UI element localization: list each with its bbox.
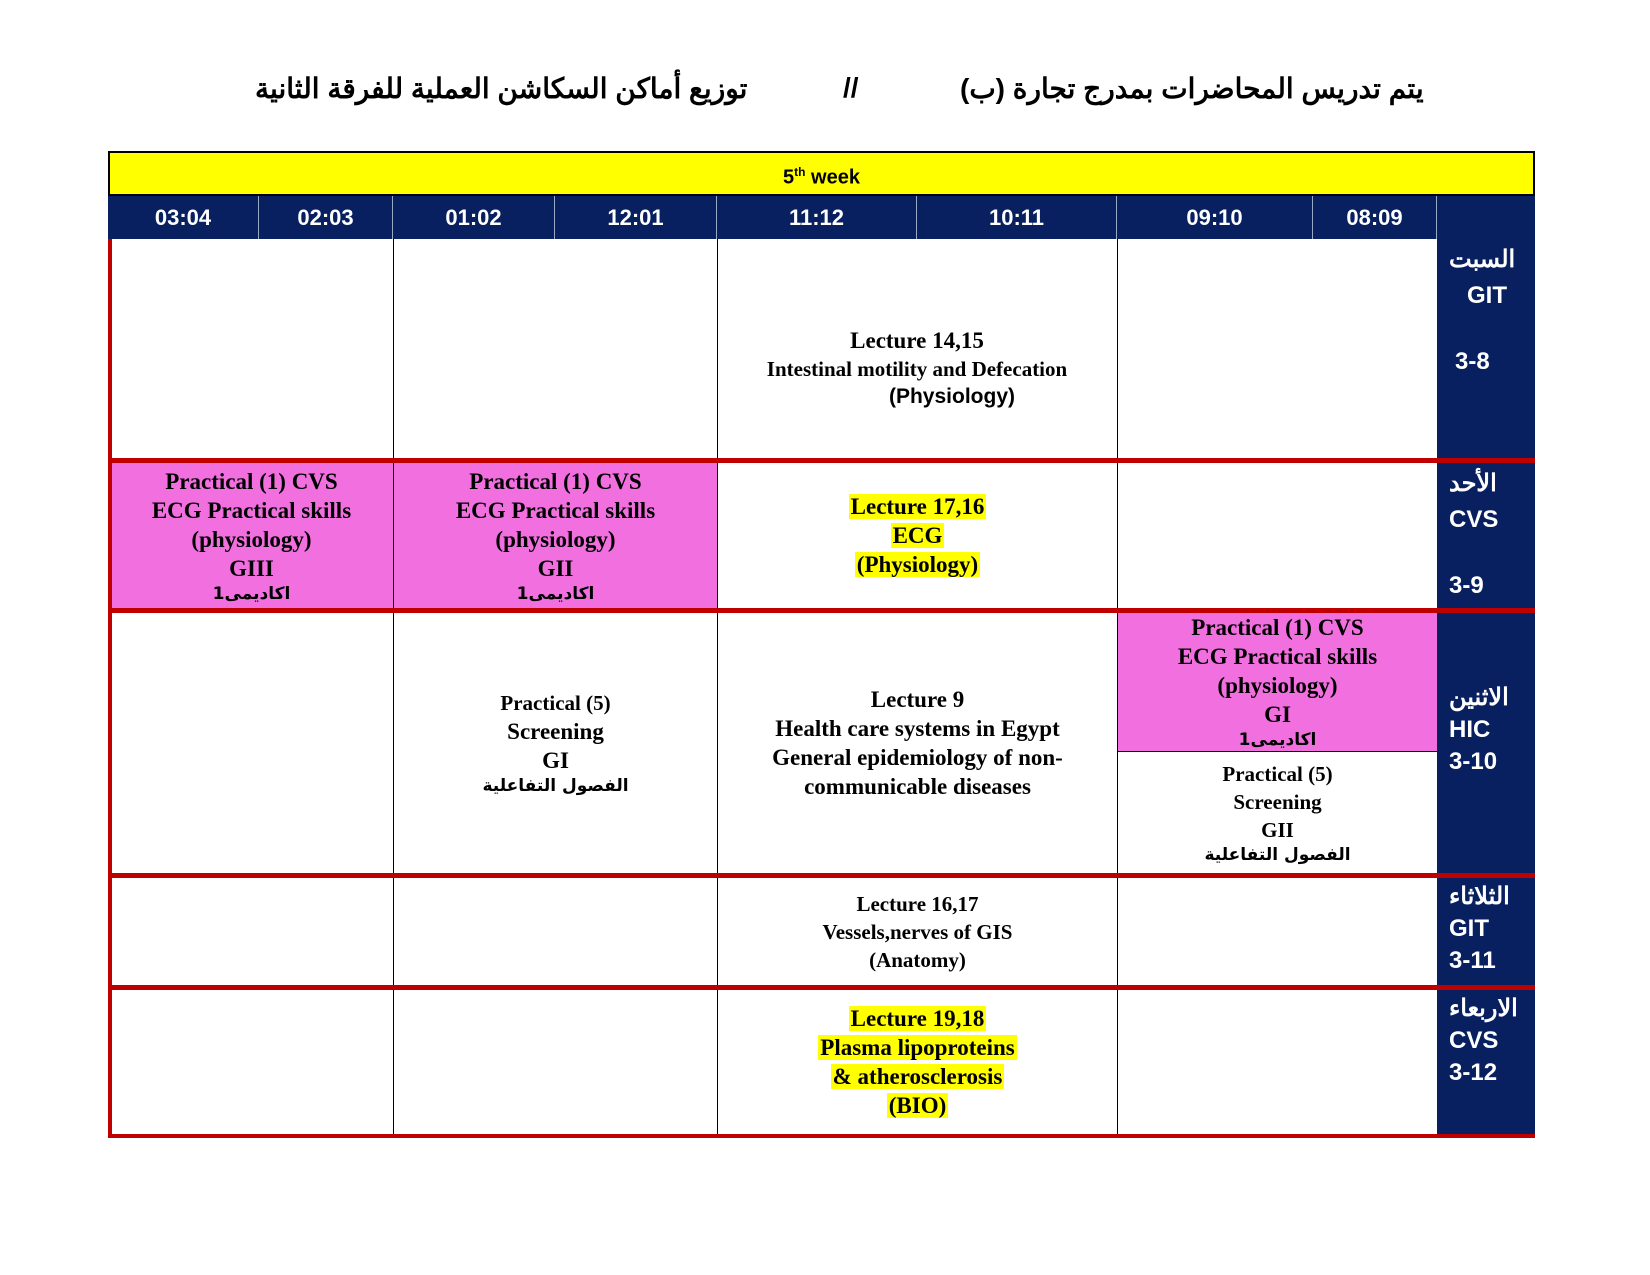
time-slot: 11:12 [717, 196, 917, 239]
heading-separator: // [843, 72, 859, 103]
lecture-topic: ECG [892, 523, 943, 548]
mon-screening-gii [1118, 752, 1437, 873]
practical-place: الفصول التفاعلية [482, 776, 629, 796]
lecture-topic: Vessels,nerves of GIS [822, 919, 1013, 944]
lecture-line: Health care systems in Egypt [775, 716, 1060, 741]
lecture-dept: (BIO) [888, 1093, 947, 1118]
week-suffix: th [794, 165, 806, 179]
practical-line: Screening [1233, 789, 1322, 814]
practical-line: Screening [507, 719, 604, 744]
practical-place: الفصول التفاعلية [1204, 844, 1351, 865]
time-slot: 08:09 [1313, 196, 1437, 239]
time-header-row [108, 196, 1535, 239]
table-left-border [108, 239, 112, 1137]
day-monday [1437, 613, 1535, 873]
row-separator [108, 458, 1535, 463]
day-module: GIT [1467, 282, 1507, 309]
practical-line: (physiology) [495, 526, 616, 552]
practical-group: GIII [229, 555, 274, 581]
day-wednesday [1437, 990, 1535, 1134]
time-slot: 03:04 [108, 196, 259, 239]
day-name: الاربعاء [1449, 995, 1518, 1022]
row-separator [108, 873, 1535, 878]
practical-line: Practical (5) [1222, 761, 1333, 786]
lecture-title: Lecture 19,18 [850, 1006, 985, 1031]
day-module: GIT [1449, 915, 1489, 942]
week-number: 5 [783, 166, 795, 189]
day-date: 3-8 [1455, 348, 1490, 375]
practical-group: GI [1264, 702, 1291, 727]
mon-lecture [718, 613, 1117, 873]
day-date: 3-10 [1449, 748, 1498, 775]
lecture-topic: Intestinal motility and Defecation [766, 357, 1068, 381]
time-slot: 02:03 [259, 196, 393, 239]
practical-group: GII [537, 555, 574, 581]
time-slot: 01:02 [393, 196, 555, 239]
practical-line: Practical (1) CVS [165, 468, 338, 494]
week-header [108, 151, 1535, 196]
row-separator [108, 985, 1535, 990]
lecture-title: Lecture 9 [870, 687, 965, 712]
day-name: الأحد [1449, 470, 1497, 497]
time-slot: 12:01 [555, 196, 717, 239]
practical-line: ECG Practical skills [1177, 644, 1378, 669]
day-sunday [1437, 463, 1535, 608]
sun-practical-gii [394, 463, 717, 608]
schedule-table [108, 151, 1535, 1137]
practical-place: اكاديمى1 [1238, 730, 1317, 750]
day-name: السبت [1449, 246, 1516, 273]
practical-line: (physiology) [1217, 673, 1338, 698]
lecture-line: Plasma lipoproteins [820, 1035, 1015, 1060]
time-slot: 10:11 [917, 196, 1117, 239]
lecture-dept: (Physiology) [888, 385, 1015, 408]
practical-line: ECG Practical skills [151, 497, 352, 523]
practical-group: GII [1261, 817, 1294, 842]
day-module: CVS [1449, 1027, 1499, 1054]
lecture-dept: (Physiology) [856, 552, 979, 577]
sun-lecture [718, 463, 1117, 608]
lecture-line: communicable diseases [804, 774, 1031, 799]
practical-group: GI [542, 748, 569, 773]
practical-place: اكاديمى1 [516, 583, 595, 604]
practical-line: Practical (5) [500, 691, 611, 715]
practical-line: Practical (1) CVS [1191, 615, 1364, 640]
day-name: الثلاثاء [1449, 883, 1510, 910]
lecture-title: Lecture 16,17 [856, 891, 979, 916]
practical-line: ECG Practical skills [455, 497, 656, 523]
day-tuesday [1437, 878, 1535, 985]
practical-line: Practical (1) CVS [469, 468, 642, 494]
sat-lecture [717, 239, 1117, 458]
day-module: CVS [1449, 506, 1499, 533]
day-date: 3-11 [1449, 947, 1496, 974]
row-separator [108, 608, 1535, 613]
day-module: HIC [1449, 716, 1491, 743]
lecture-title: Lecture 14,15 [850, 328, 984, 353]
mon-practical-gi [1118, 613, 1437, 751]
lecture-dept: (Anatomy) [869, 947, 966, 972]
practical-line: (physiology) [191, 526, 312, 552]
lecture-title: Lecture 17,16 [850, 494, 985, 519]
day-saturday [1437, 239, 1535, 458]
heading-sections-location: توزيع أماكن السكاشن العملية للفرقة الثانية [255, 73, 748, 104]
time-slot: 09:10 [1117, 196, 1313, 239]
wed-lecture [718, 990, 1117, 1134]
tue-lecture [718, 878, 1117, 985]
day-name: الاثنين [1449, 684, 1509, 711]
day-date: 3-12 [1449, 1059, 1498, 1086]
lecture-line: General epidemiology of non- [772, 745, 1063, 770]
heading-lectures-location: يتم تدريس المحاضرات بمدرج تجارة (ب) [960, 73, 1424, 104]
table-bottom-border [108, 1134, 1535, 1138]
practical-place: اكاديمى1 [212, 583, 291, 604]
sun-practical-giii [110, 463, 393, 608]
week-label: week [811, 166, 860, 189]
lecture-line: & atherosclerosis [832, 1064, 1003, 1089]
day-date: 3-9 [1449, 572, 1484, 599]
mon-screening-gi [394, 613, 717, 873]
